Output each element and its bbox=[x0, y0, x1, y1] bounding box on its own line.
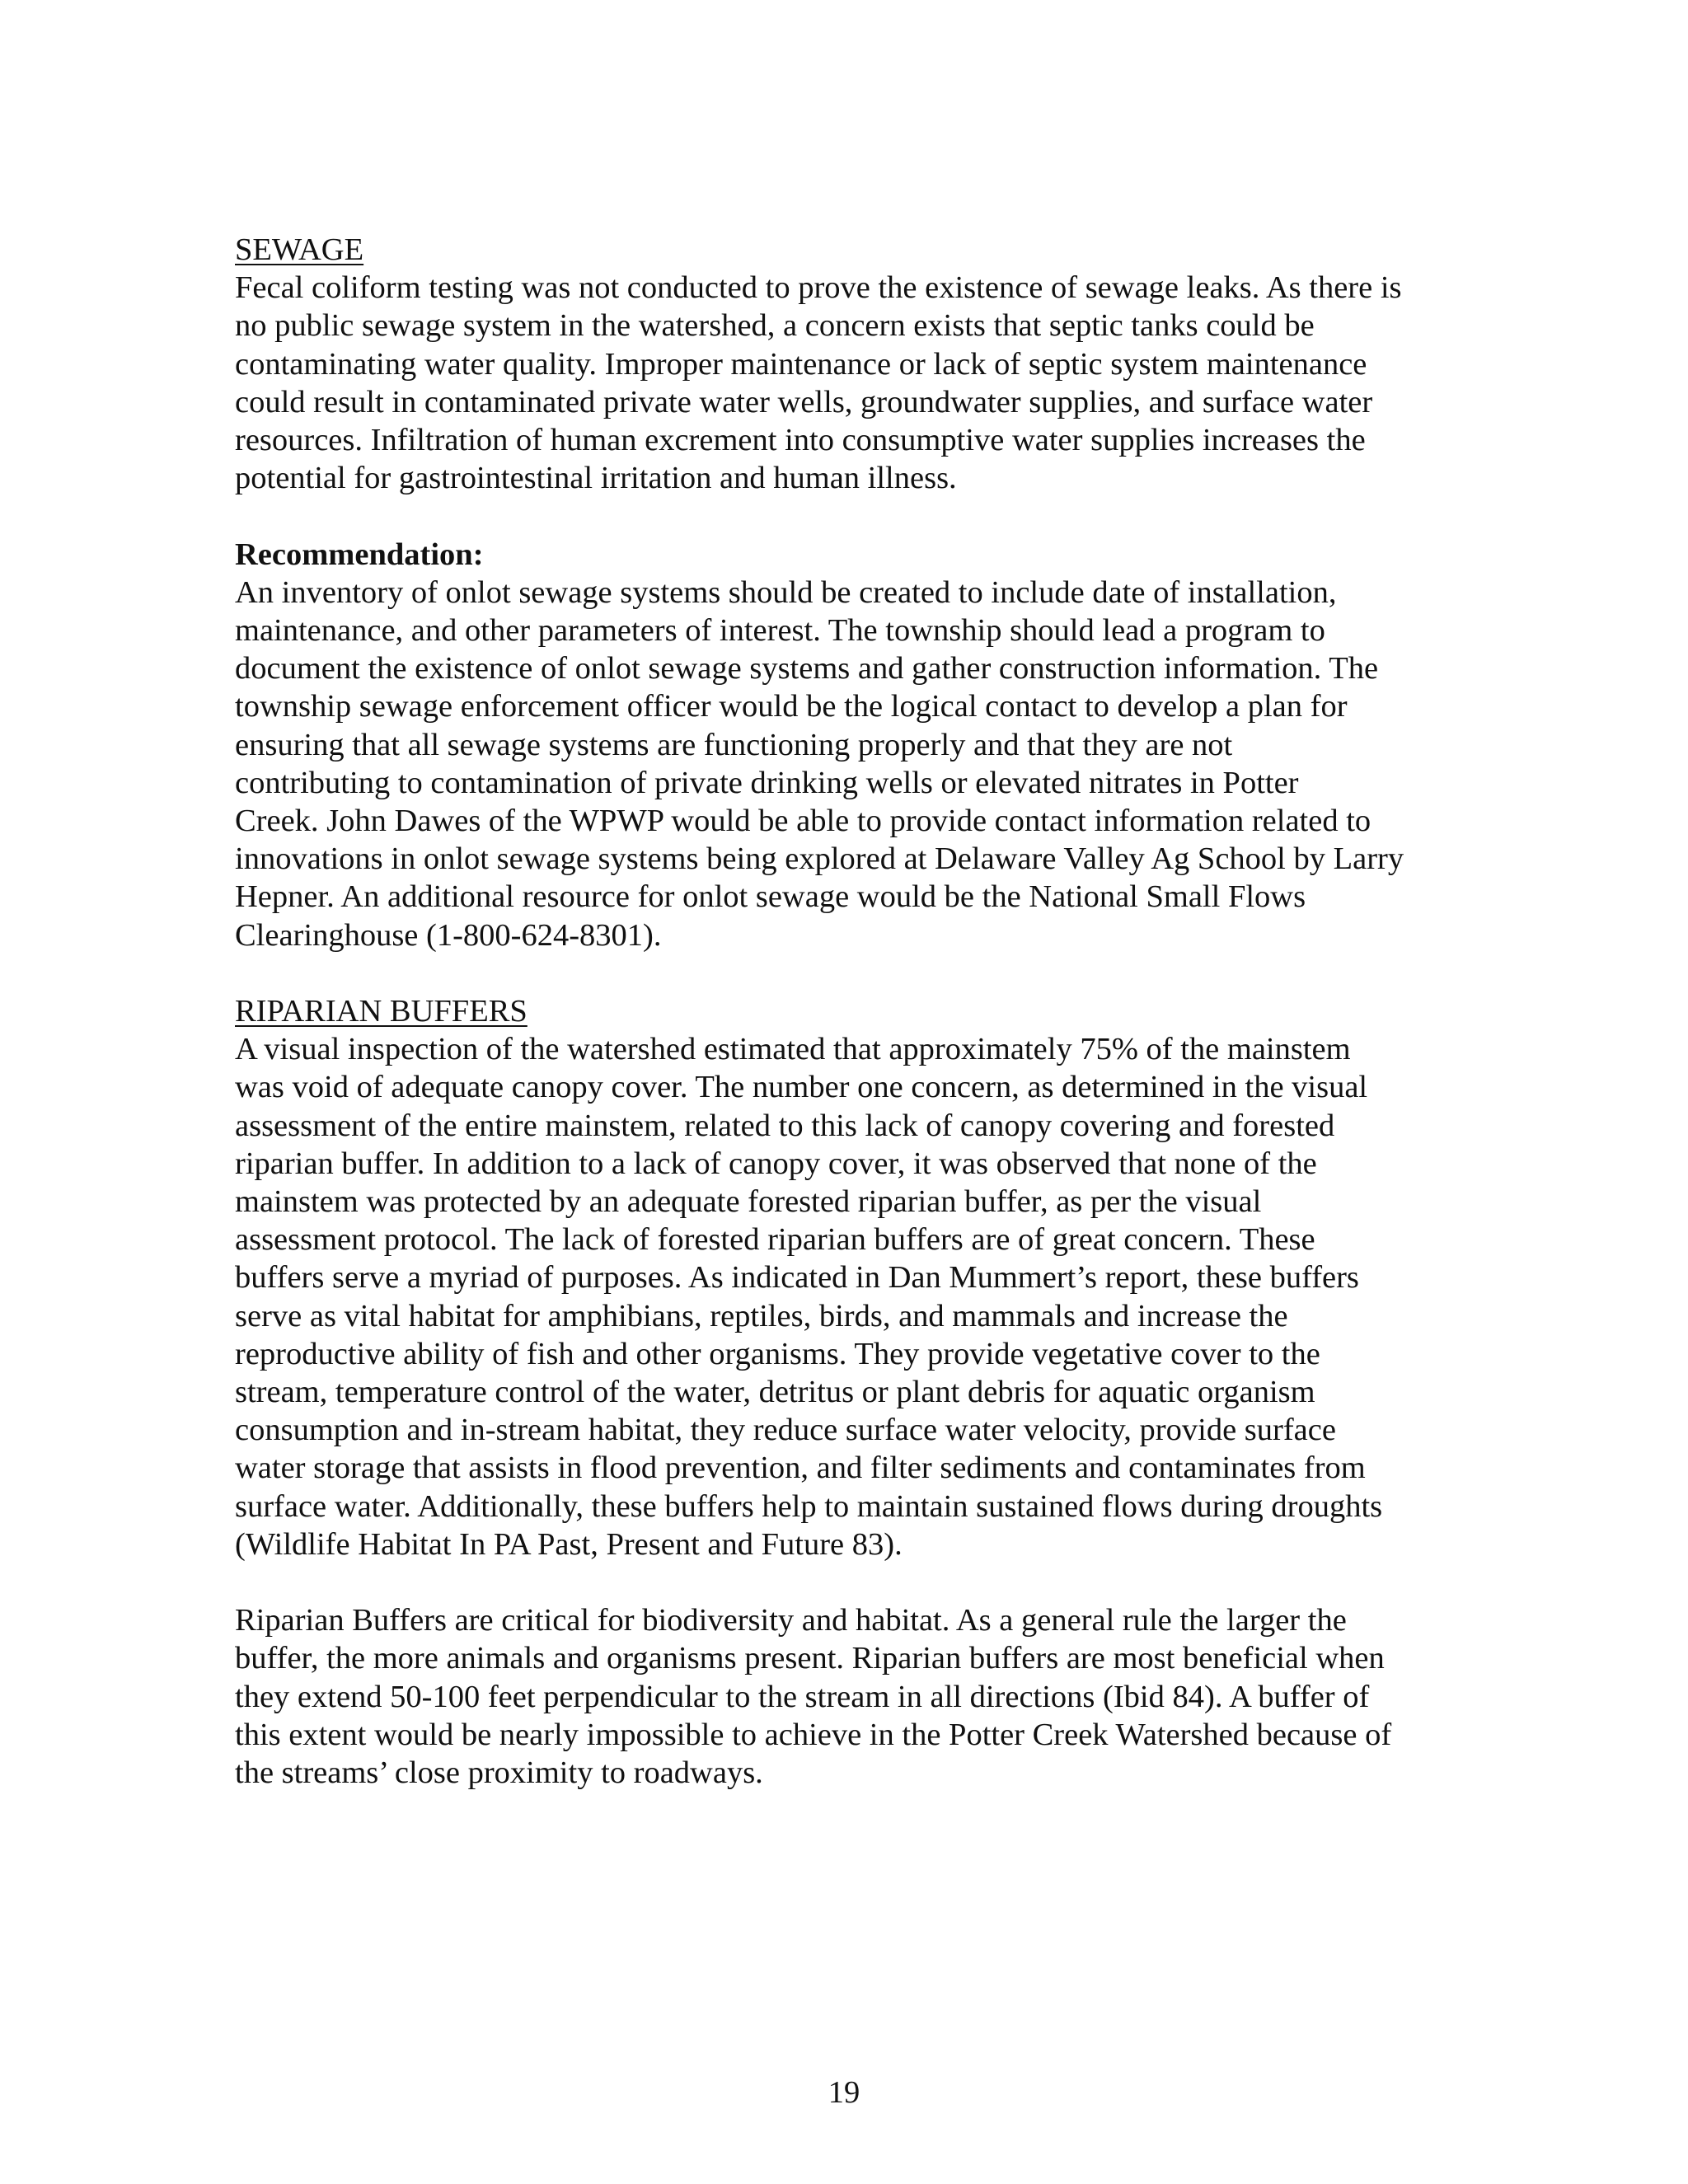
paragraph-line: surface water. Additionally, these buffers help to maintain sustained flows during droughts bbox=[235, 1488, 1383, 1524]
paragraph-line: buffers serve a myriad of purposes. As indicated in Dan Mummert’s report, these buffers bbox=[235, 1260, 1359, 1296]
paragraph-line: contributing to contamination of private drinking wells or elevated nitrates in Potter bbox=[235, 765, 1299, 800]
paragraph-line: potential for gastrointestinal irritation and human illness. bbox=[235, 461, 957, 496]
paragraph-line: serve as vital habitat for amphibians, reptiles, birds, and mammals and increase the bbox=[235, 1298, 1288, 1333]
paragraph-gap bbox=[235, 1563, 1471, 1601]
paragraph-gap bbox=[235, 954, 1471, 992]
paragraph-line: assessment protocol. The lack of forested riparian buffers are of great concern. These bbox=[235, 1222, 1315, 1258]
paragraph-line: consumption and in-stream habitat, they reduce surface water velocity, provide surface bbox=[235, 1413, 1336, 1448]
paragraph-line: Creek. John Dawes of the WPWP would be able to provide contact information related to bbox=[235, 804, 1372, 839]
paragraph-line: An inventory of onlot sewage systems should be created to include date of installation, bbox=[235, 574, 1337, 610]
paragraph-line: was void of adequate canopy cover. The number one concern, as determined in the visual bbox=[235, 1070, 1368, 1105]
paragraph-line: riparian buffer. In addition to a lack of canopy cover, it was observed that none of the bbox=[235, 1146, 1317, 1181]
page-content bbox=[235, 231, 1471, 1792]
paragraph-line: stream, temperature control of the water, detritus or plant debris for aquatic organism bbox=[235, 1375, 1315, 1410]
paragraph-line: reproductive ability of fish and other organisms. They provide vegetative cover to the bbox=[235, 1336, 1320, 1371]
paragraph-line: maintenance, and other parameters of interest. The township should lead a program to bbox=[235, 613, 1325, 649]
paragraph-line: innovations in onlot sewage systems being explored at Delaware Valley Ag School by Larry bbox=[235, 841, 1404, 877]
paragraph-line: township sewage enforcement officer would be the logical contact to develop a plan for bbox=[235, 689, 1348, 724]
paragraph-line: no public sewage system in the watershed, a concern exists that septic tanks could be bbox=[235, 308, 1315, 344]
paragraph-line: mainstem was protected by an adequate forested riparian buffer, as per the visual bbox=[235, 1184, 1262, 1220]
paragraph-line: the streams’ close proximity to roadways. bbox=[235, 1755, 763, 1791]
paragraph-gap bbox=[235, 497, 1471, 535]
paragraph-line: (Wildlife Habitat In PA Past, Present and Future 83). bbox=[235, 1526, 903, 1562]
sewage-heading: SEWAGE bbox=[235, 232, 364, 267]
paragraph-line: Clearinghouse (1-800-624-8301). bbox=[235, 917, 662, 953]
paragraph-line: buffer, the more animals and organisms present. Riparian buffers are most beneficial when bbox=[235, 1641, 1385, 1676]
paragraph-line: resources. Infiltration of human excrement into consumptive water supplies increases the bbox=[235, 423, 1366, 458]
sewage-paragraph bbox=[235, 269, 1471, 497]
paragraph-line: Riparian Buffers are critical for biodiversity and habitat. As a general rule the larger the bbox=[235, 1603, 1347, 1638]
riparian-heading: RIPARIAN BUFFERS bbox=[235, 994, 528, 1029]
paragraph-line: contaminating water quality. Improper maintenance or lack of septic system maintenance bbox=[235, 346, 1367, 382]
paragraph-line: water storage that assists in flood prevention, and filter sediments and contaminates from bbox=[235, 1451, 1366, 1486]
page-number: 19 bbox=[828, 2075, 860, 2110]
paragraph-line: Fecal coliform testing was not conducted to prove the existence of sewage leaks. As there is bbox=[235, 270, 1402, 306]
paragraph-line: they extend 50-100 feet perpendicular to the stream in all directions (Ibid 84). A buffer of bbox=[235, 1679, 1370, 1714]
recommendation-heading: Recommendation: bbox=[235, 537, 484, 572]
riparian-paragraph-2 bbox=[235, 1601, 1471, 1792]
paragraph-line: assessment of the entire mainstem, related to this lack of canopy covering and forested bbox=[235, 1108, 1335, 1143]
paragraph-line: document the existence of onlot sewage systems and gather construction information. The bbox=[235, 651, 1379, 687]
paragraph-line: A visual inspection of the watershed estimated that approximately 75% of the mainstem bbox=[235, 1032, 1351, 1067]
paragraph-line: this extent would be nearly impossible to achieve in the Potter Creek Watershed because of bbox=[235, 1717, 1392, 1752]
paragraph-line: ensuring that all sewage systems are functioning properly and that they are not bbox=[235, 727, 1233, 762]
recommendation-paragraph bbox=[235, 574, 1471, 954]
riparian-paragraph bbox=[235, 1030, 1471, 1563]
paragraph-line: Hepner. An additional resource for onlot sewage would be the National Small Flows bbox=[235, 879, 1306, 915]
paragraph-line: could result in contaminated private water wells, groundwater supplies, and surface water bbox=[235, 384, 1373, 419]
